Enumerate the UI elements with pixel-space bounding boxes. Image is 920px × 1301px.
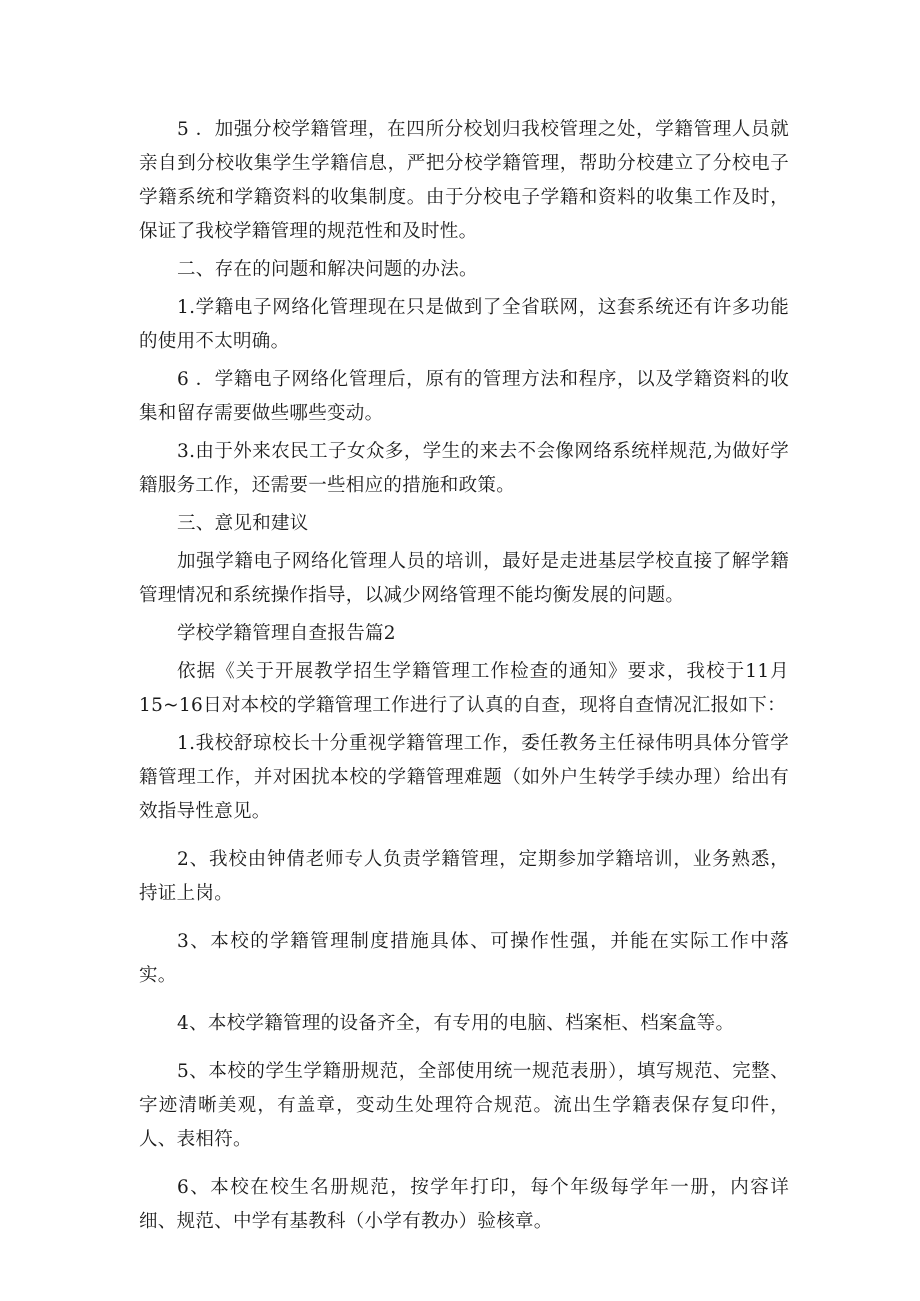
paragraph-14: 5、本校的学生学籍册规范，全部使用统一规范表册），填写规范、完整、字迹清晰美观，有盖章，变动生处理符合规范。流出生学籍表保存复印件，人、表相符。 [139, 1061, 789, 1150]
paragraph-11: 2、我校由钟倩老师专人负责学籍管理，定期参加学籍培训，业务熟悉，持证上岗。 [139, 849, 789, 904]
report-title-part-2: 学校学籍管理自查报告篇2 [177, 623, 396, 644]
paragraph-10: 1.我校舒琼校长十分重视学籍管理工作，委任教务主任禄伟明具体分管学籍管理工作，并对困扰本校的学籍管理难题（如外户生转学手续办理）给出有效指导性意见。 [139, 733, 789, 822]
paragraph-7: 加强学籍电子网络化管理人员的培训，最好是走进基层学校直接了解学籍管理情况和系统操作指导，以减少网络管理不能均衡发展的问题。 [139, 551, 789, 606]
paragraph-1: 5 ．加强分校学籍管理，在四所分校划归我校管理之处，学籍管理人员就亲自到分校收集学生学籍信息，严把分校学籍管理，帮助分校建立了分校电子学籍系统和学籍资料的收集制度。由于分校电子学籍和资料的收集工作及时，保证了我校学籍管理的规范性和及时性。 [139, 119, 789, 242]
paragraph-15: 6、本校在校生名册规范，按学年打印，每个年级每学年一册，内容详细、规范、中学有基教科（小学有教办）验核章。 [139, 1177, 789, 1232]
paragraph-4: 6 ．学籍电子网络化管理后，原有的管理方法和程序，以及学籍资料的收集和留存需要做些哪些变动。 [139, 369, 789, 424]
paragraph-13: 4、本校学籍管理的设备齐全，有专用的电脑、档案柜、档案盒等。 [177, 1013, 735, 1034]
paragraph-5: 3.由于外来农民工子女众多，学生的来去不会像网络系统样规范,为做好学籍服务工作，还需要一些相应的措施和政策。 [139, 441, 789, 496]
paragraph-12: 3、本校的学籍管理制度措施具体、可操作性强，并能在实际工作中落实。 [139, 931, 789, 986]
section-heading-problems: 二、存在的问题和解决问题的办法。 [177, 259, 478, 280]
paragraph-3: 1.学籍电子网络化管理现在只是做到了全省联网，这套系统还有许多功能的使用不太明确。 [139, 297, 789, 352]
document-body [139, 113, 789, 1243]
paragraph-9: 依据《关于开展教学招生学籍管理工作检查的通知》要求，我校于11月15~16日对本校的学籍管理工作进行了认真的自查，现将自查情况汇报如下： [139, 661, 789, 716]
section-heading-suggestions: 三、意见和建议 [177, 513, 309, 534]
